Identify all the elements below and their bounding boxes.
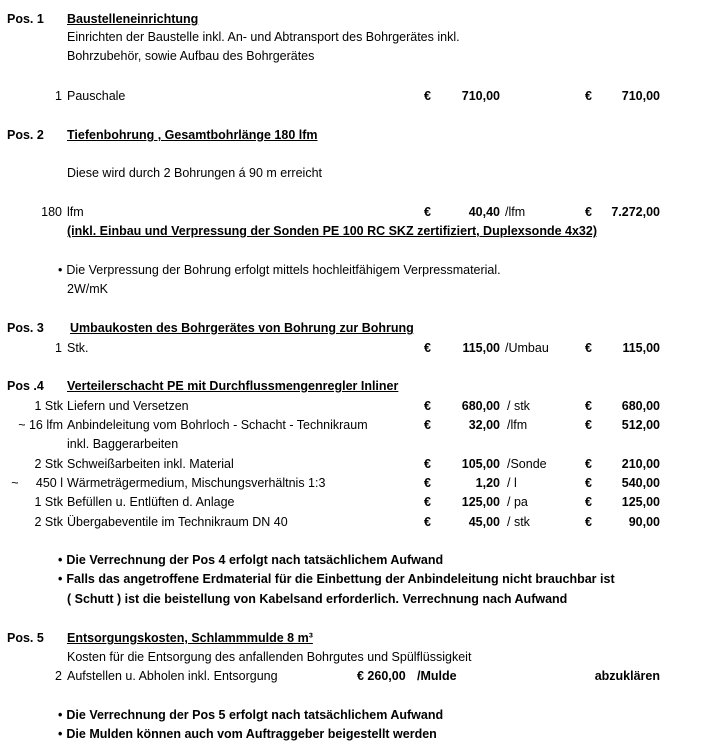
pos1-unit-price: 710,00 — [461, 89, 500, 103]
pos4-item-currency: € — [424, 495, 431, 509]
pos4-item-desc: Schweißarbeiten inkl. Material — [67, 457, 234, 471]
pos4-item-qty: ~ 450 l — [11, 476, 63, 490]
pos4-item-total-currency: € — [585, 476, 592, 490]
pos2-bullet: • Die Verpressung der Bohrung erfolgt mittels hochleitfähigem Verpressmaterial. — [58, 262, 501, 278]
pos5-title: Entsorgungskosten, Schlammmulde 8 m³ — [67, 631, 313, 645]
pos2-unit-price: 40,40 — [468, 205, 500, 219]
pos4-item-qty: 2 Stk — [34, 515, 63, 529]
pos4-item-qty: ~ 16 lfm — [18, 418, 63, 432]
pos4-item-price: 1,20 — [475, 476, 500, 490]
pos4-item-price: 32,00 — [468, 418, 500, 432]
pos4-item-total: 210,00 — [621, 457, 660, 471]
pos4-item-desc: Anbindeleitung vom Bohrloch - Schacht - Technikraum — [67, 418, 368, 432]
pos4-item-per: / stk — [507, 399, 530, 413]
pos5-unit: Aufstellen u. Abholen inkl. Entsorgung — [67, 669, 278, 683]
pos1-total: 710,00 — [621, 89, 660, 103]
pos4-item-desc: Wärmeträgermedium, Mischungsverhältnis 1:3 — [67, 476, 326, 490]
pos3-total: 115,00 — [622, 341, 660, 355]
pos4-item-total-currency: € — [585, 457, 592, 471]
pos4-label: Pos .4 — [7, 379, 44, 393]
pos2-note: (inkl. Einbau und Verpressung der Sonden PE 100 RC SKZ zertifiziert, Duplexsonde 4x32) — [67, 224, 597, 238]
pos5-bullet: • Die Verrechnung der Pos 5 erfolgt nach tatsächlichem Aufwand — [58, 707, 443, 723]
pos5-label: Pos. 5 — [7, 631, 44, 645]
pos3-total-currency: € — [585, 341, 592, 355]
pos4-item-total: 125,00 — [621, 495, 660, 509]
pos4-item-qty: 1 Stk — [34, 399, 63, 413]
pos4-item-total: 680,00 — [621, 399, 660, 413]
pos4-item-qty: 1 Stk — [34, 495, 63, 509]
pos4-item-desc: Übergabeventile im Technikraum DN 40 — [67, 515, 288, 529]
pos2-currency: € — [424, 205, 431, 219]
pos1-qty: 1 — [55, 89, 62, 103]
pos4-bullet: • Die Verrechnung der Pos 4 erfolgt nach tatsächlichem Aufwand — [58, 552, 443, 568]
pos3-qty: 1 — [55, 341, 62, 355]
pos4-item-qty: 2 Stk — [34, 457, 63, 471]
pos2-unit: lfm — [67, 205, 84, 219]
pos4-item-per: /Sonde — [507, 457, 547, 471]
pos4-item-price: 45,00 — [468, 515, 500, 529]
pos1-label: Pos. 1 — [7, 12, 44, 26]
pos4-item-currency: € — [424, 418, 431, 432]
pos4-item-per: / l — [507, 476, 517, 490]
pos4-item-currency: € — [424, 457, 431, 471]
pos3-unit-price: 115,00 — [462, 341, 500, 355]
pos4-item-price: 105,00 — [461, 457, 500, 471]
pos1-title: Baustelleneinrichtung — [67, 12, 199, 26]
pos1-currency: € — [424, 89, 431, 103]
pos2-per-unit: /lfm — [505, 205, 526, 219]
pos5-total: abzuklären — [594, 669, 660, 683]
pos3-label: Pos. 3 — [7, 321, 44, 335]
pos4-item-price: 680,00 — [461, 399, 500, 413]
pos1-total-currency: € — [585, 89, 592, 103]
pos5-qty: 2 — [55, 669, 62, 683]
pos2-total: 7.272,00 — [611, 205, 660, 219]
pos2-qty: 180 — [41, 205, 62, 219]
pos4-item-total: 540,00 — [621, 476, 660, 490]
pos4-item-currency: € — [424, 399, 431, 413]
pos4-item-currency: € — [424, 515, 431, 529]
pos4-item-desc: Liefern und Versetzen — [67, 399, 189, 413]
pos5-bullet: • Die Mulden können auch vom Auftraggeber beigestellt werden — [58, 726, 437, 742]
pos2-total-currency: € — [585, 205, 592, 219]
pos5-desc: Kosten für die Entsorgung des anfallenden Bohrgutes und Spülflüssigkeit — [67, 650, 472, 664]
pos4-item-total: 512,00 — [621, 418, 660, 432]
pos4-bullet-cont: ( Schutt ) ist die beistellung von Kabelsand erforderlich. Verrechnung nach Aufwand — [67, 592, 568, 606]
pos4-item-per: / stk — [507, 515, 530, 529]
pos4-item-total-currency: € — [585, 399, 592, 413]
pos4-item-price: 125,00 — [461, 495, 500, 509]
pos3-unit: Stk. — [67, 341, 89, 355]
pos4-item-desc: Befüllen u. Entlüften d. Anlage — [67, 495, 235, 509]
pos1-desc-line1: Einrichten der Baustelle inkl. An- und Abtransport des Bohrgerätes inkl. — [67, 30, 460, 44]
pos4-item-total-currency: € — [585, 418, 592, 432]
pos1-unit: Pauschale — [67, 89, 126, 103]
pos2-bullet-cont: 2W/mK — [67, 282, 108, 296]
pos5-unit-price: € 260,00 — [357, 669, 406, 683]
pos4-item-total: 90,00 — [628, 515, 660, 529]
pos2-desc: Diese wird durch 2 Bohrungen á 90 m erreicht — [67, 166, 322, 180]
pos4-bullet: • Falls das angetroffene Erdmaterial für die Einbettung der Anbindeleitung nicht brauchbar ist — [58, 571, 615, 587]
pos1-desc-line2: Bohrzubehör, sowie Aufbau des Bohrgerätes — [67, 49, 315, 63]
pos2-title: Tiefenbohrung , Gesamtbohrlänge 180 lfm — [67, 128, 318, 142]
pos5-per-unit: /Mulde — [417, 669, 457, 683]
pos4-item-total-currency: € — [585, 515, 592, 529]
pos4-item-desc-cont: inkl. Baggerarbeiten — [67, 437, 179, 451]
pos3-per-unit: /Umbau — [505, 341, 549, 355]
pos4-item-currency: € — [424, 476, 431, 490]
pos4-item-total-currency: € — [585, 495, 592, 509]
pos4-item-per: /lfm — [507, 418, 528, 432]
pos2-label: Pos. 2 — [7, 128, 44, 142]
pos4-item-per: / pa — [507, 495, 528, 509]
pos3-currency: € — [424, 341, 431, 355]
pos4-title: Verteilerschacht PE mit Durchflussmengenregler Inliner — [67, 379, 399, 393]
pos3-title: Umbaukosten des Bohrgerätes von Bohrung zur Bohrung — [70, 321, 414, 335]
